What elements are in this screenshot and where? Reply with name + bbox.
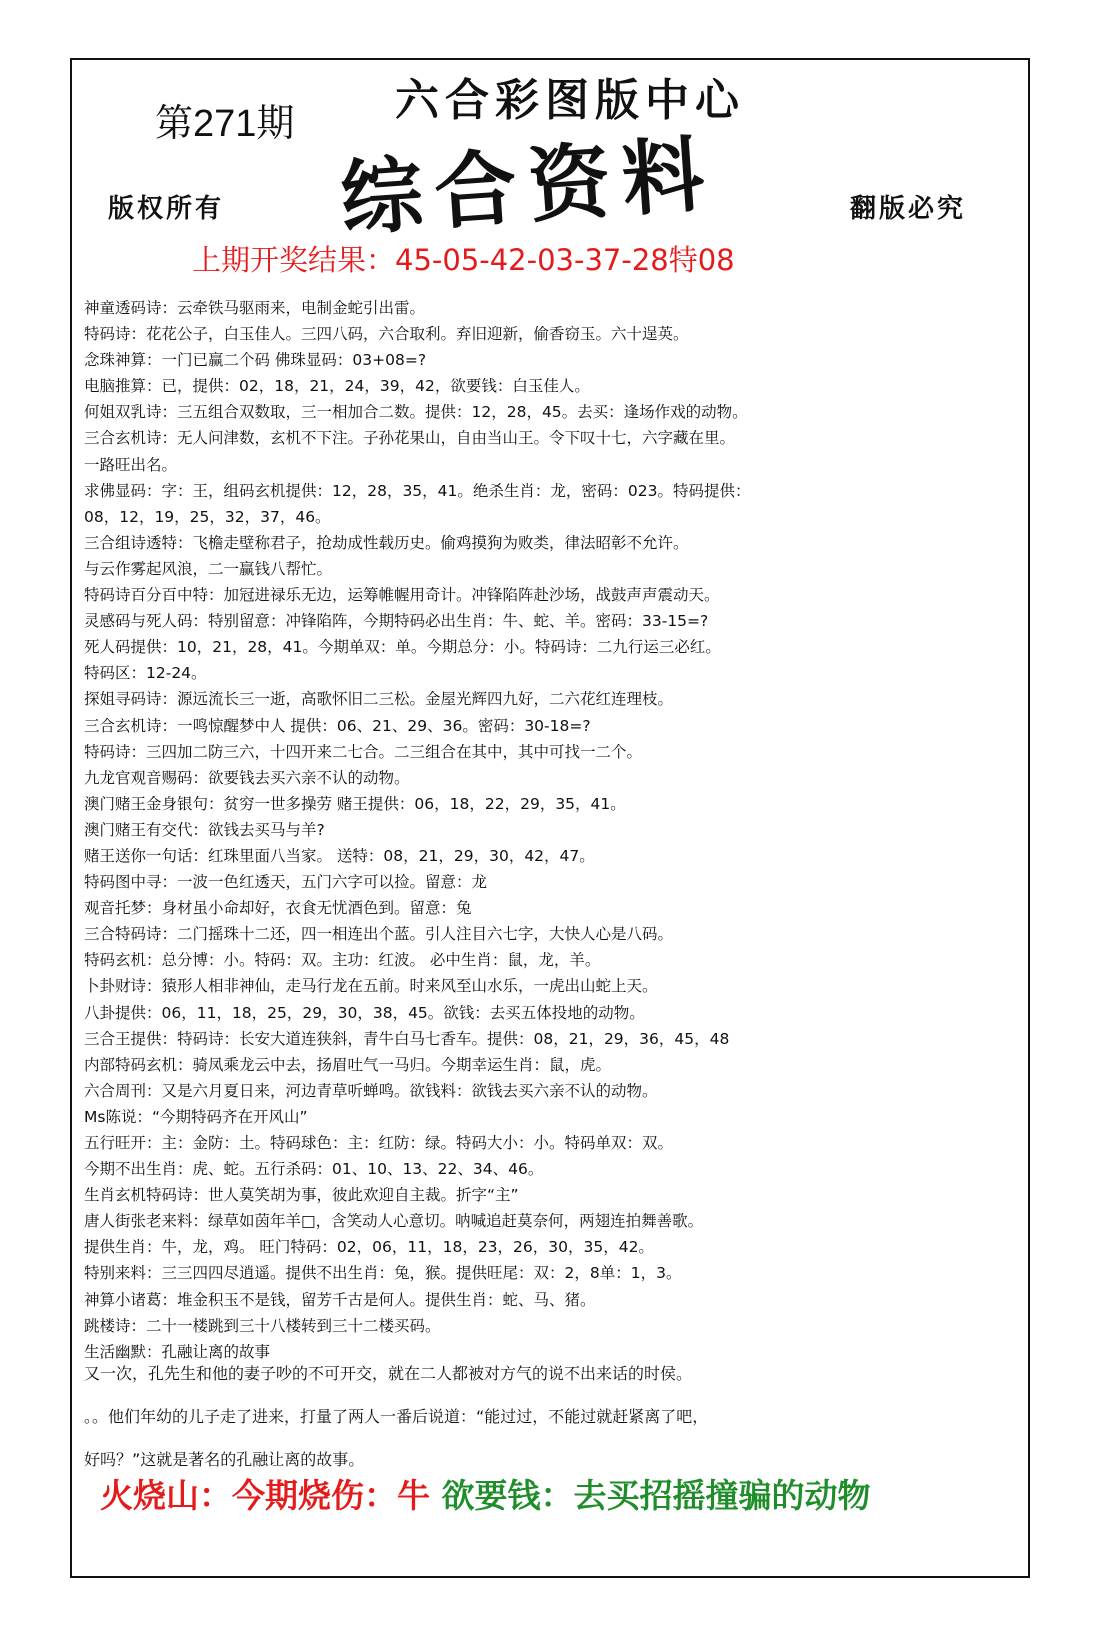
- content-line: 探姐寻码诗：源远流长三一逝，高歌怀旧二三松。金屋光辉四九好，二六花红连理枝。: [84, 690, 674, 709]
- content-line: 08，12，19，25，32，37，46。: [84, 507, 331, 526]
- content-line: 三合组诗透特：飞檐走壁称君子，抢劫成性载历史。偷鸡摸狗为败类，律法昭彰不允许。: [84, 533, 689, 552]
- content-line: 跳楼诗：二十一楼跳到三十八楼转到三十二楼买码。: [84, 1316, 441, 1335]
- content-line: 三合王提供：特码诗：长安大道连狭斜，青牛白马七香车。提供：08，21，29，36，45，48: [84, 1029, 730, 1048]
- last-draw-result: 上期开奖结果：45-05-42-03-37-28特08: [192, 243, 735, 277]
- content-line: 内部特码玄机：骑凤乘龙云中去，扬眉吐气一马归。今期幸运生肖：鼠，虎。: [84, 1055, 612, 1074]
- humor-story: [84, 1352, 1014, 1481]
- bottom-red-text: 火烧山：今期烧伤：牛: [100, 1476, 430, 1515]
- story-line: 。。他们年幼的儿子走了进来，打量了两人一番后说道：“能过过，不能过就赶紧离了吧，: [84, 1407, 709, 1426]
- story-line: 又一次，孔先生和他的妻子吵的不可开交，就在二人都被对方气的说不出来话的时侯。: [84, 1364, 693, 1383]
- content-line: 神童透码诗：云牵铁马驱雨来，电制金蛇引出雷。: [84, 299, 426, 317]
- content-line: 念珠神算：一门已赢二个码 佛珠显码：03+08=?: [84, 351, 427, 370]
- issue-number: 第271期: [155, 103, 295, 145]
- content-line: 赌王送你一句话：红珠里面八当家。 送特：08，21，29，30，42，47。: [84, 846, 595, 865]
- copyright-left: 版权所有: [108, 194, 225, 224]
- content-line: 生肖玄机特码诗：世人莫笑胡为事，彼此欢迎自主裁。折字“主”: [84, 1186, 519, 1205]
- content-line: 唐人街张老来料：绿草如茵年羊□，含笑动人心意切。呐喊追赶莫奈何，两翅连拍舞善歌。: [84, 1212, 704, 1231]
- content-line: 五行旺开：主：金防：土。特码球色：主：红防：绿。特码大小：小。特码单双：双。: [84, 1134, 674, 1152]
- bottom-green-text: 欲要钱：去买招摇撞骗的动物: [441, 1476, 871, 1515]
- content-line: 提供生肖：牛，龙，鸡。 旺门特码：02，06，11，18，23，26，30，35，42。: [84, 1238, 654, 1257]
- big-title: 综合资料: [337, 125, 720, 248]
- content-line: 特码诗：三四加二防三六，十四开来二七合。二三组合在其中，其中可找一二个。: [84, 742, 643, 761]
- content-line: 与云作雾起风浪，二一赢钱八帮忙。: [84, 559, 333, 578]
- content-line: 特码诗百分百中特：加冠进禄乐无边，运筹帷幄用奇计。冲锋陷阵赴沙场，战鼓声声震动天。: [84, 586, 720, 605]
- content-line: 六合周刊：又是六月夏日来，河边青草听蝉鸣。欲钱料：欲钱去买六亲不认的动物。: [84, 1081, 658, 1100]
- content-line: 三合玄机诗：无人问津数，玄机不下注。子孙花果山，自由当山王。令下叹十七，六字藏在里。: [84, 429, 736, 448]
- content-line: 生活幽默：孔融让离的故事: [84, 1342, 271, 1361]
- story-line: 好吗？”这就是著名的孔融让离的故事。: [84, 1450, 365, 1469]
- content-line: Ms陈说：“今期特码齐在开风山”: [84, 1107, 308, 1126]
- content-line: 一路旺出名。: [84, 455, 178, 474]
- content-line: 特码玄机：总分博：小。特码：双。主功：红波。 必中生肖：鼠，龙，羊。: [84, 951, 601, 970]
- content-line: 电脑推算：已，提供：02，18，21，24，39，42，欲要钱：白玉佳人。: [84, 377, 590, 396]
- content-line: 特别来料：三三四四尽逍遥。提供不出生肖：兔，猴。提供旺尾：双：2，8单：1，3。: [84, 1264, 682, 1283]
- content-line: 三合玄机诗：一鸣惊醒梦中人 提供：06、21、29、36。密码：30-18=?: [84, 716, 591, 735]
- content-line: 何姐双乳诗：三五组合双数取，三一相加合二数。提供：12，28，45。去买：逢场作戏的动物。: [84, 403, 748, 422]
- content-line: 死人码提供：10，21，28，41。今期单双：单。今期总分：小。特码诗：二九行运三必红。: [84, 638, 721, 657]
- content-line: 求佛显码：字：王，组码玄机提供：12，28，35，41。绝杀生肖：龙，密码：023。特码提供：: [84, 481, 751, 500]
- content-line: 卜卦财诗：猿形人相非神仙，走马行龙在五前。时来风至山水乐，一虎出山蛇上天。: [84, 977, 658, 996]
- content-lines: [84, 295, 1014, 1365]
- content-line: 特码诗：花花公子，白玉佳人。三四八码，六合取利。弃旧迎新，偷香窃玉。六十逞英。: [84, 325, 689, 344]
- content-line: 澳门赌王金身银句：贫穷一世多操劳 赌王提供：06，18，22，29，35，41。: [84, 794, 626, 813]
- content-line: 今期不出生肖：虎、蛇。五行杀码：01、10、13、22、34、46。: [84, 1160, 544, 1179]
- bottom-banner: [100, 1470, 871, 1517]
- content-line: 八卦提供：06，11，18，25，29，30，38，45。欲钱：去买五体投地的动物。: [84, 1003, 645, 1022]
- content-line: 三合特码诗：二门摇珠十二还，四一相连出个蓝。引人注目六七字，大快人心是八码。: [84, 925, 674, 944]
- content-line: 澳门赌王有交代：欲钱去买马与羊?: [84, 820, 325, 839]
- center-title: 六合彩图版中心: [395, 75, 745, 126]
- copyright-right: 翻版必究: [850, 194, 967, 224]
- content-line: 特码区：12-24。: [84, 664, 207, 683]
- content-line: 灵感码与死人码：特别留意：冲锋陷阵，今期特码必出生肖：牛、蛇、羊。密码：33-15=?: [84, 612, 709, 631]
- content-line: 特码图中寻：一波一色红透天，五门六字可以捡。留意：龙: [84, 873, 488, 892]
- content-line: 九龙官观音赐码：欲要钱去买六亲不认的动物。: [84, 768, 410, 787]
- content-line: 神算小诸葛：堆金积玉不是钱，留芳千古是何人。提供生肖：蛇、马、猪。: [84, 1290, 596, 1309]
- content-line: 观音托梦：身材虽小命却好，衣食无忧酒色到。留意：兔: [84, 899, 472, 918]
